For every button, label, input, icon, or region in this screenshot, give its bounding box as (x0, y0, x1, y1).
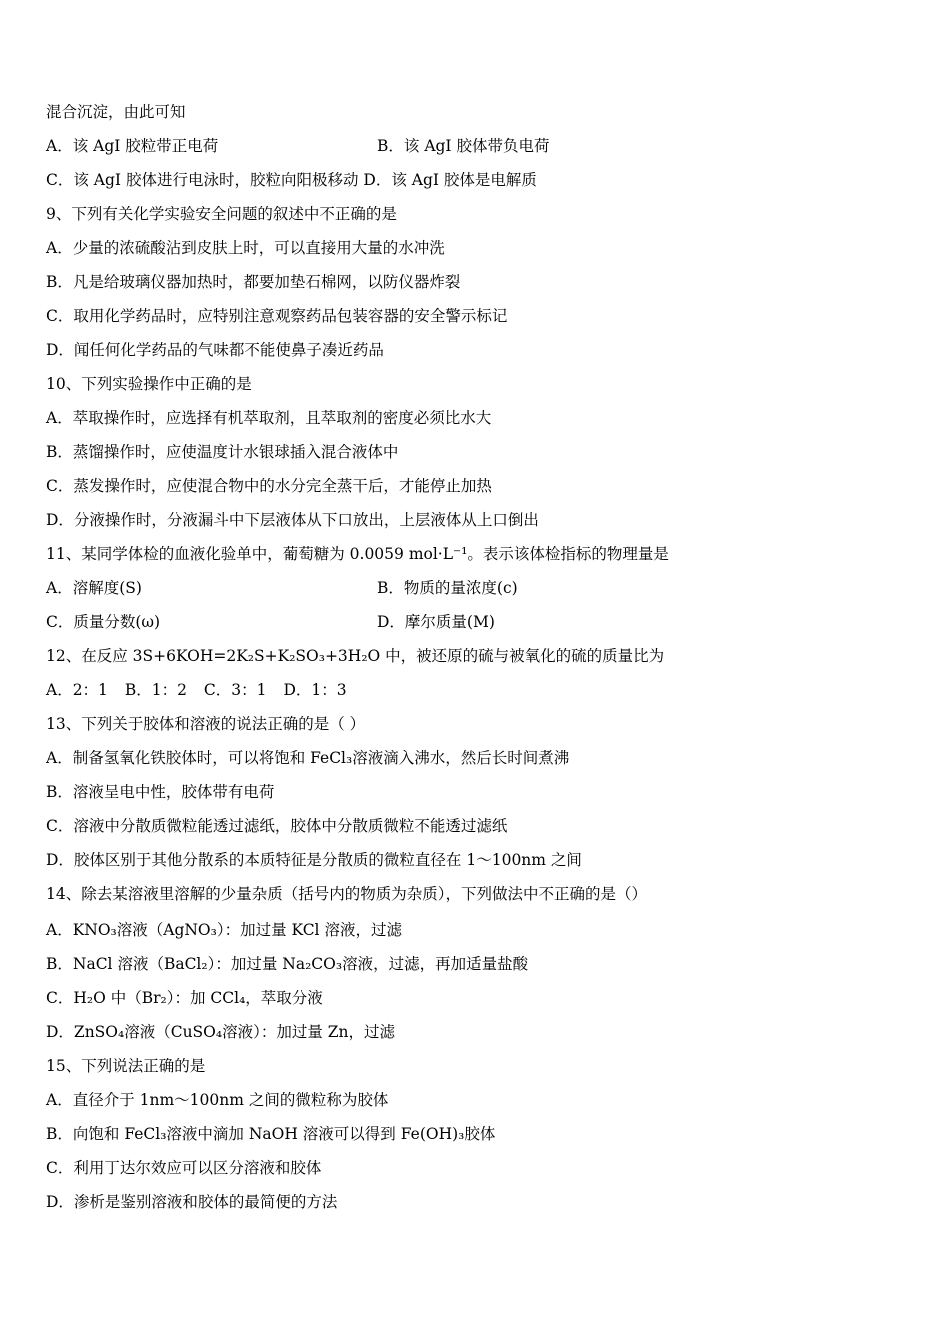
q13-option-b: B．溶液呈电中性，胶体带有电荷 (46, 783, 275, 801)
question-15: 15、下列说法正确的是 (46, 1057, 206, 1075)
q14-option-d: D．ZnSO₄溶液（CuSO₄溶液）：加过量 Zn，过滤 (46, 1023, 396, 1041)
q10-option-b: B．蒸馏操作时，应使温度计水银球插入混合液体中 (46, 443, 399, 461)
q11-option-a: A．溶解度(S) (46, 579, 142, 597)
continuation-text: 混合沉淀，由此可知 (46, 103, 186, 121)
q14-option-a: A．KNO₃溶液（AgNO₃）：加过量 KCl 溶液，过滤 (46, 921, 402, 939)
q8-option-c: C．该 AgI 胶体进行电泳时，胶粒向阳极移动 (46, 171, 359, 189)
q8-option-b: B．该 AgI 胶体带负电荷 (377, 137, 550, 155)
q15-option-d: D．渗析是鉴别溶液和胶体的最简便的方法 (46, 1193, 338, 1211)
q11-option-d: D．摩尔质量(M) (377, 613, 495, 631)
q14-option-c: C．H₂O 中（Br₂）：加 CCl₄，萃取分液 (46, 989, 323, 1007)
q11-options-row2 (46, 612, 495, 632)
q14-option-b: B．NaCl 溶液（BaCl₂）：加过量 Na₂CO₃溶液，过滤，再加适量盐酸 (46, 955, 529, 973)
q9-option-a: A．少量的浓硫酸沾到皮肤上时，可以直接用大量的水冲洗 (46, 239, 445, 257)
q13-option-a: A．制备氢氧化铁胶体时，可以将饱和 FeCl₃溶液滴入沸水，然后长时间煮沸 (46, 749, 570, 767)
question-13: 13、下列关于胶体和溶液的说法正确的是（ ） (46, 715, 366, 733)
q11-option-c: C．质量分数(ω) (46, 613, 161, 631)
q13-option-c: C．溶液中分散质微粒能透过滤纸，胶体中分散质微粒不能透过滤纸 (46, 817, 508, 835)
question-10: 10、下列实验操作中正确的是 (46, 375, 252, 393)
q10-option-c: C．蒸发操作时，应使混合物中的水分完全蒸干后，才能停止加热 (46, 477, 492, 495)
q9-option-c: C．取用化学药品时，应特别注意观察药品包装容器的安全警示标记 (46, 307, 508, 325)
q12-option-b: B．1：2 (124, 681, 187, 699)
q8-option-a: A．该 AgI 胶粒带正电荷 (46, 137, 219, 155)
q9-option-b: B．凡是给玻璃仪器加热时，都要加垫石棉网，以防仪器炸裂 (46, 273, 461, 291)
q15-option-b: B．向饱和 FeCl₃溶液中滴加 NaOH 溶液可以得到 Fe(OH)₃胶体 (46, 1125, 496, 1143)
q12-option-c: C．3：1 (203, 681, 267, 699)
question-12: 12、在反应 3S+6KOH=2K₂S+K₂SO₃+3H₂O 中，被还原的硫与被氧化的硫的质量比为 (46, 647, 665, 665)
q11-option-b: B．物质的量浓度(c) (377, 579, 518, 597)
q8-options-row1 (46, 136, 550, 156)
question-14: 14、除去某溶液里溶解的少量杂质（括号内的物质为杂质），下列做法中不正确的是（） (46, 885, 647, 903)
q12-options (46, 680, 359, 700)
q8-options-row2 (46, 170, 537, 190)
question-11: 11、某同学体检的血液化验单中，葡萄糖为 0.0059 mol·L⁻¹。表示该体检指标的物理量是 (46, 545, 669, 563)
q13-option-d: D．胶体区别于其他分散系的本质特征是分散质的微粒直径在 1～100nm 之间 (46, 851, 582, 869)
q8-option-d: D．该 AgI 胶体是电解质 (363, 171, 537, 189)
q12-option-a: A．2：1 (46, 681, 108, 699)
q15-option-a: A．直径介于 1nm～100nm 之间的微粒称为胶体 (46, 1091, 389, 1109)
q12-option-d: D．1：3 (283, 681, 347, 699)
q10-option-a: A．萃取操作时，应选择有机萃取剂，且萃取剂的密度必须比水大 (46, 409, 492, 427)
q10-option-d: D．分液操作时，分液漏斗中下层液体从下口放出，上层液体从上口倒出 (46, 511, 539, 529)
q9-option-d: D．闻任何化学药品的气味都不能使鼻子凑近药品 (46, 341, 384, 359)
q11-options-row1 (46, 578, 518, 598)
question-9: 9、下列有关化学实验安全问题的叙述中不正确的是 (46, 205, 397, 223)
q15-option-c: C．利用丁达尔效应可以区分溶液和胶体 (46, 1159, 322, 1177)
